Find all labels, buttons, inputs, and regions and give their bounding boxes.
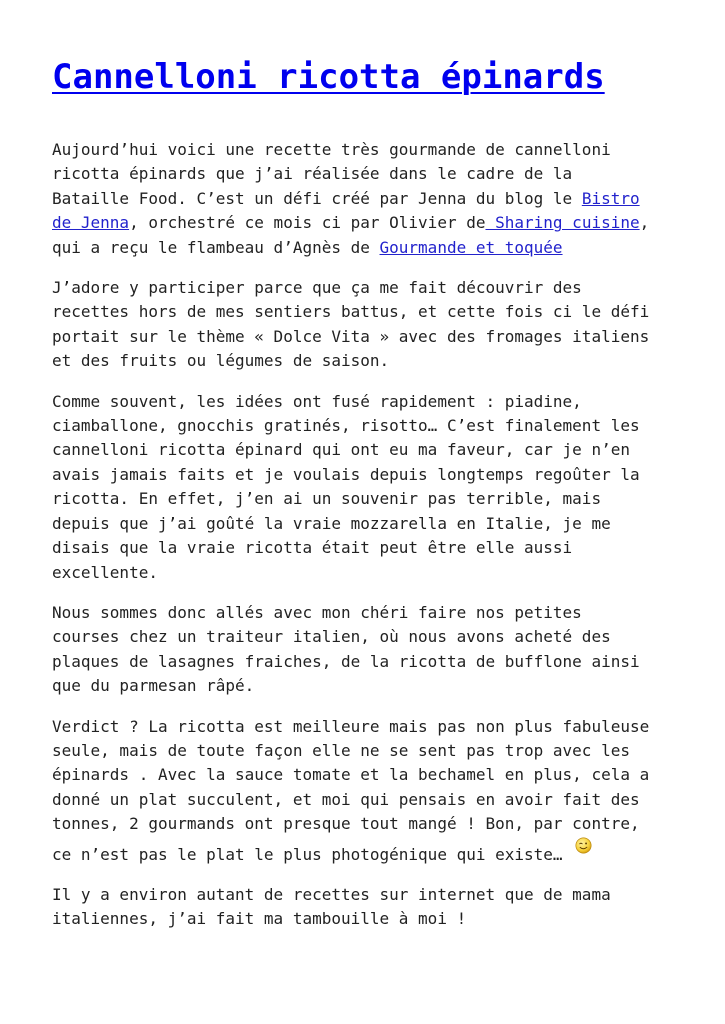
sharing-cuisine-link[interactable]: Sharing cuisine [485, 213, 640, 233]
title-link[interactable]: Cannelloni ricotta épinards [52, 57, 605, 97]
gourmande-et-toquee-link[interactable]: Gourmande et toquée [379, 237, 563, 257]
paragraph-intro [52, 138, 672, 260]
intro-text-3: , qui a reçu le flambeau d’Agnès de [52, 213, 650, 257]
page-title [52, 0, 672, 101]
paragraph-5 [52, 715, 672, 867]
paragraph-4: Nous sommes donc allés avec mon chéri faire nos petites courses chez un traiteur italien, où nous avons acheté des plaques de lasagnes fraiches, de la ricotta de bufflone ainsi que du parmesan râpé. [52, 602, 640, 696]
intro-text-1: Aujourd’hui voici une recette très gourmande de cannelloni ricotta épinards que j’ai réalisée dans le cadre de la Bataille Food. C’est un défi créé par Jenna du blog le [52, 140, 611, 208]
paragraph-5-text: Verdict ? La ricotta est meilleure mais pas non plus fabuleuse seule, mais de toute façon elle ne se sent pas trop avec les épinards . Avec la sauce tomate et la bechamel en plus, cela a donné un plat succulent, et moi qui pensais en avoir fait des tonnes, 2 gourmands ont presque tout mangé ! Bon, par contre, ce n’est pas le plat le plus photogénique qui existe… [52, 716, 650, 864]
intro-text-2: , orchestré ce mois ci par Olivier de [129, 213, 486, 233]
paragraph-6: Il y a environ autant de recettes sur internet que de mama italiennes, j’ai fait ma tambouille à moi ! [52, 884, 611, 929]
article [52, 0, 672, 948]
article-body [52, 138, 672, 932]
wink-smiley-icon [575, 837, 592, 854]
paragraph-2: J’adore y participer parce que ça me fait découvrir des recettes hors de mes sentiers battus, et cette fois ci le défi portait sur le thème « Dolce Vita » avec des fromages italiens et des fruits ou légumes de saison. [52, 278, 650, 371]
bistro-de-jenna-link[interactable]: Bistro de Jenna [52, 188, 640, 233]
paragraph-3: Comme souvent, les idées ont fusé rapidement : piadine, ciamballone, gnocchis gratinés, risotto… C’est finalement les cannelloni ricotta épinard qui ont eu ma faveur, car je n’en avais jamais faits et je voulais depuis longtemps regoûter la ricotta. En effet, j’en ai un souvenir pas terrible, mais depuis que j’ai goûté la vraie mozzarella en Italie, je me disais que la vraie ricotta était peut être elle aussi excellente. [52, 391, 640, 582]
